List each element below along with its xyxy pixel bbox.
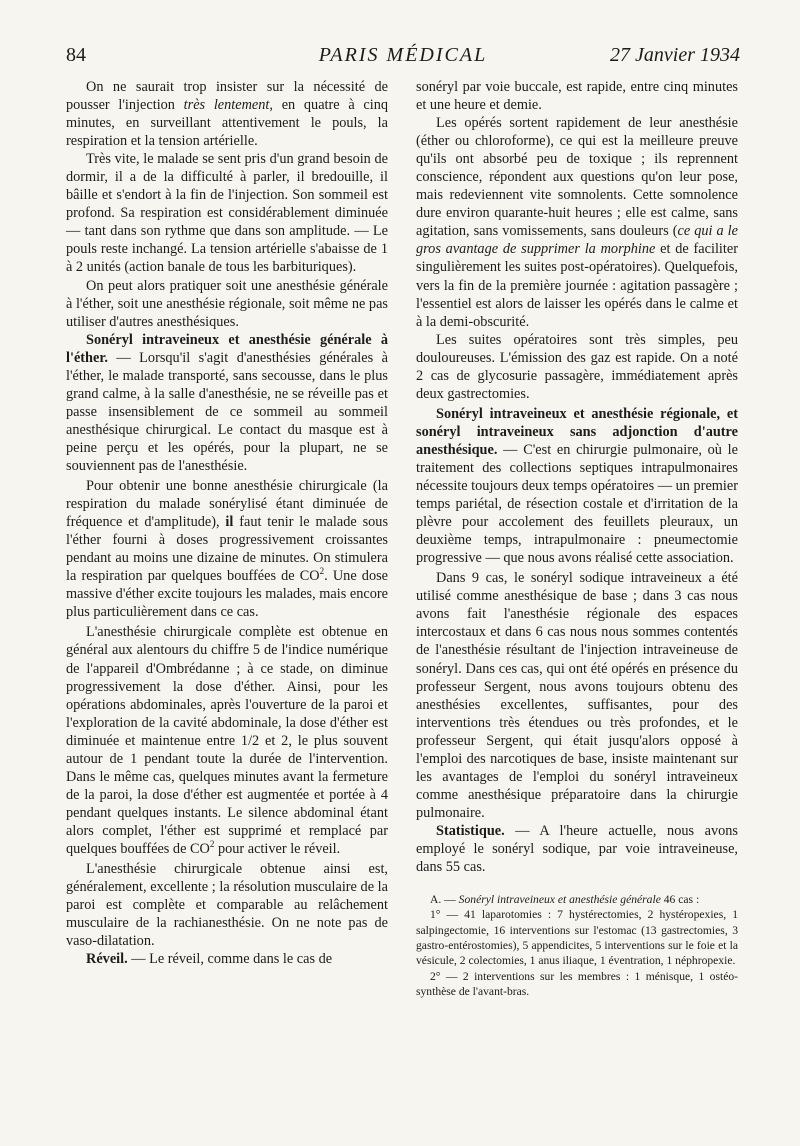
section-paragraph: Réveil. — Le réveil, comme dans le cas de [86,951,333,968]
section-heading: Réveil. [86,951,128,968]
paragraph: Très vite, le malade se sent pris d'un grand besoin de dormir, il a de la difficulté à parler, il bredouille, il bâille et s'endort à la fin de l'injection. Son sommeil est profond. Sa respiration est considérablement diminuée — tant dans son rythme que dans son amplitude. — Le pouls reste inchangé. La tension artérielle s'abaisse de 1 à 2 unités (action banale de tous les barbituriques). [66,151,388,276]
paragraph: On ne saurait trop insister sur la nécessité de pousser l'injection très lentement, en quatre à cinq minutes, en surveillant attentivement le pouls, la respiration et la tension artérielle. [66,79,388,150]
paragraph: Les opérés sortent rapidement de leur anesthésie (éther ou chloroforme), ce qui est la meilleure preuve qu'ils ont absorbé peu de toxique ; ils reprennent conscience, répondent aux questions qu'on leur pose, mais redeviennent vite somnolents. Cette somnolence dure environ quarante-huit heures ; elle est calme, sans agitation, sans vomissements, sans douleurs (ce qui a le gros avantage de supprimer la morphine et de faciliter singulièrement les suites post-opératoires). Quelquefois, vers la fin de la première journée : agitation passagère ; l'essentiel est alors de laisser les opérés dans le calme et à la demi-obscurité. [416,115,738,330]
section-paragraph: Sonéryl intraveineux et anesthésie régionale, et sonéryl intraveineux sans adjonction d'autre anesthésique. — C'est en chirurgie pulmonaire, où le traitement des collections septiques intrapulmonaires nécessite toujours deux temps opératoires — un premier temps pariétal, de résection costale et d'irritation de la plèvre pour accolement des feuillets pleuraux, un deuxième temps, intrapulmonaire : pneumectomie progressive — que nous avons réalisé cette association. [416,405,738,567]
statistics-notes [416,892,738,999]
paragraph: Les suites opératoires sont très simples, peu douloureuses. L'émission des gaz est rapide. On a noté 2 cas de glycosurie passagère, immédiatement après deux gastrectomies. [416,331,738,402]
paragraph: Pour obtenir une bonne anesthésie chirurgicale (la respiration du malade sonérylisé étant diminuée de fréquence et d'amplitude), il faut tenir le malade sous l'éther fourni à doses progressivement croissantes pendant au moins une dizaine de minutes. On stimulera la respiration par quelques bouffées de $CO^2$. Une dose massive d'éther excite toujours les malades, mais encore plus particulièrement dans ce cas. [66,478,389,621]
note-line: 2° — 2 interventions sur les membres : 1 ménisque, 1 ostéo-synthèse de l'avant-bras. [416,969,738,998]
paragraph: On peut alors pratiquer soit une anesthésie générale à l'éther, soit une anesthésie régionale, soit même ne pas utiliser d'autres anesthésiques. [66,277,388,330]
running-header [66,44,740,74]
section-paragraph: Sonéryl intraveineux et anesthésie générale à l'éther. — Lorsqu'il s'agit d'anesthésies générales à l'éther, le malade transporté, sans secousse, dans le plus grand calme, à la salle d'anesthésie, ne se réveille pas et passe insensiblement de ce sommeil au sommeil anesthésique chirurgical. Le contact du masque est à peine perçu et les opérés, pour la plupart, ne se souviennent pas de l'anesthésie. [66,331,388,474]
note-line: 1° — 41 laparotomies : 7 hystérectomies, 2 hystéropexies, 1 salpingectomie, 16 interventions sur l'estomac (13 gastrectomies, 3 gastro-entérostomies), 5 appendicites, 5 interventions sur le foie et la vésicule, 2 colectomies, 1 anus iliaque, 1 éventration, 1 néphropexie. [416,908,738,968]
issue-date: 27 Janvier 1934 [610,44,740,66]
paragraph: L'anesthésie chirurgicale complète est obtenue en général aux alentours du chiffre 5 de l'indice numérique de l'appareil d'Ombrédanne ; à ce stade, on diminue progressivement la dose d'éther. Ainsi, pour les opérations abdominales, après l'ouverture de la paroi et l'exploration de la cavité abdominale, la dose d'éther est diminuée et maintenue entre 1/2 et 2, le plus souvent autour de 1 pendant toute la durée de l'intervention. Dans le même cas, quelques minutes avant la fermeture de la paroi, la dose d'éther est augmentée et portée à 4 pendant quelques instants. Le silence abdominal étant alors complet, l'éther est supprimé et remplacé par quelques bouffées de $CO^2$ pour activer le réveil. [66,624,388,857]
paragraph: sonéryl par voie buccale, est rapide, entre cinq minutes et une heure et demie. [416,79,738,114]
right-column [416,78,738,999]
note-line: A. — Sonéryl intraveineux et anesthésie générale 46 cas : [430,893,700,907]
journal-title: PARIS MÉDICAL [318,44,488,66]
emphasis: très lentement [183,97,270,114]
section-paragraph: Statistique. — A l'heure actuelle, nous avons employé le sonéryl sodique, par voie intraveineuse, dans 55 cas. [416,822,738,876]
paragraph: Dans 9 cas, le sonéryl sodique intraveineux a été utilisé comme anesthésique de base ; dans 3 cas nous avons fait l'anesthésie régionale des espaces intercostaux et dans 6 cas nous nous sommes contentés de l'anesthésie résultant de l'injection intraveineuse de sonéryl. Dans ces cas, qui ont été opérés en présence du professeur Sergent, nous avons toujours obtenu des anesthésies excellentes, suffisantes, pour des interventions très étendues ou très profondes, et le professeur Sergent, qui était jusqu'alors opposé à l'emploi des narcotiques de base, insiste maintenant sur les avantages de l'emploi du sonéryl intraveineux comme anesthésique préparatoire dans la chirurgie pulmonaire. [416,570,738,821]
section-heading: Sonéryl intraveineux et anesthésie générale à l'éther. [66,331,388,366]
section-heading: Sonéryl intraveineux et anesthésie régionale, et sonéryl intraveineux sans adjonction d'autre anesthésique. [416,405,738,458]
page-number: 84 [66,44,86,66]
emphasis: ce qui a le gros avantage de supprimer la morphine [416,223,738,258]
section-heading: Statistique. [436,822,505,839]
left-column [66,78,388,968]
paragraph: L'anesthésie chirurgicale obtenue ainsi est, généralement, excellente ; la résolution musculaire de la paroi est complète et comparable au relâchement musculaire de la rachianesthésie. On ne note pas de vaso-dilatation. [66,861,388,950]
